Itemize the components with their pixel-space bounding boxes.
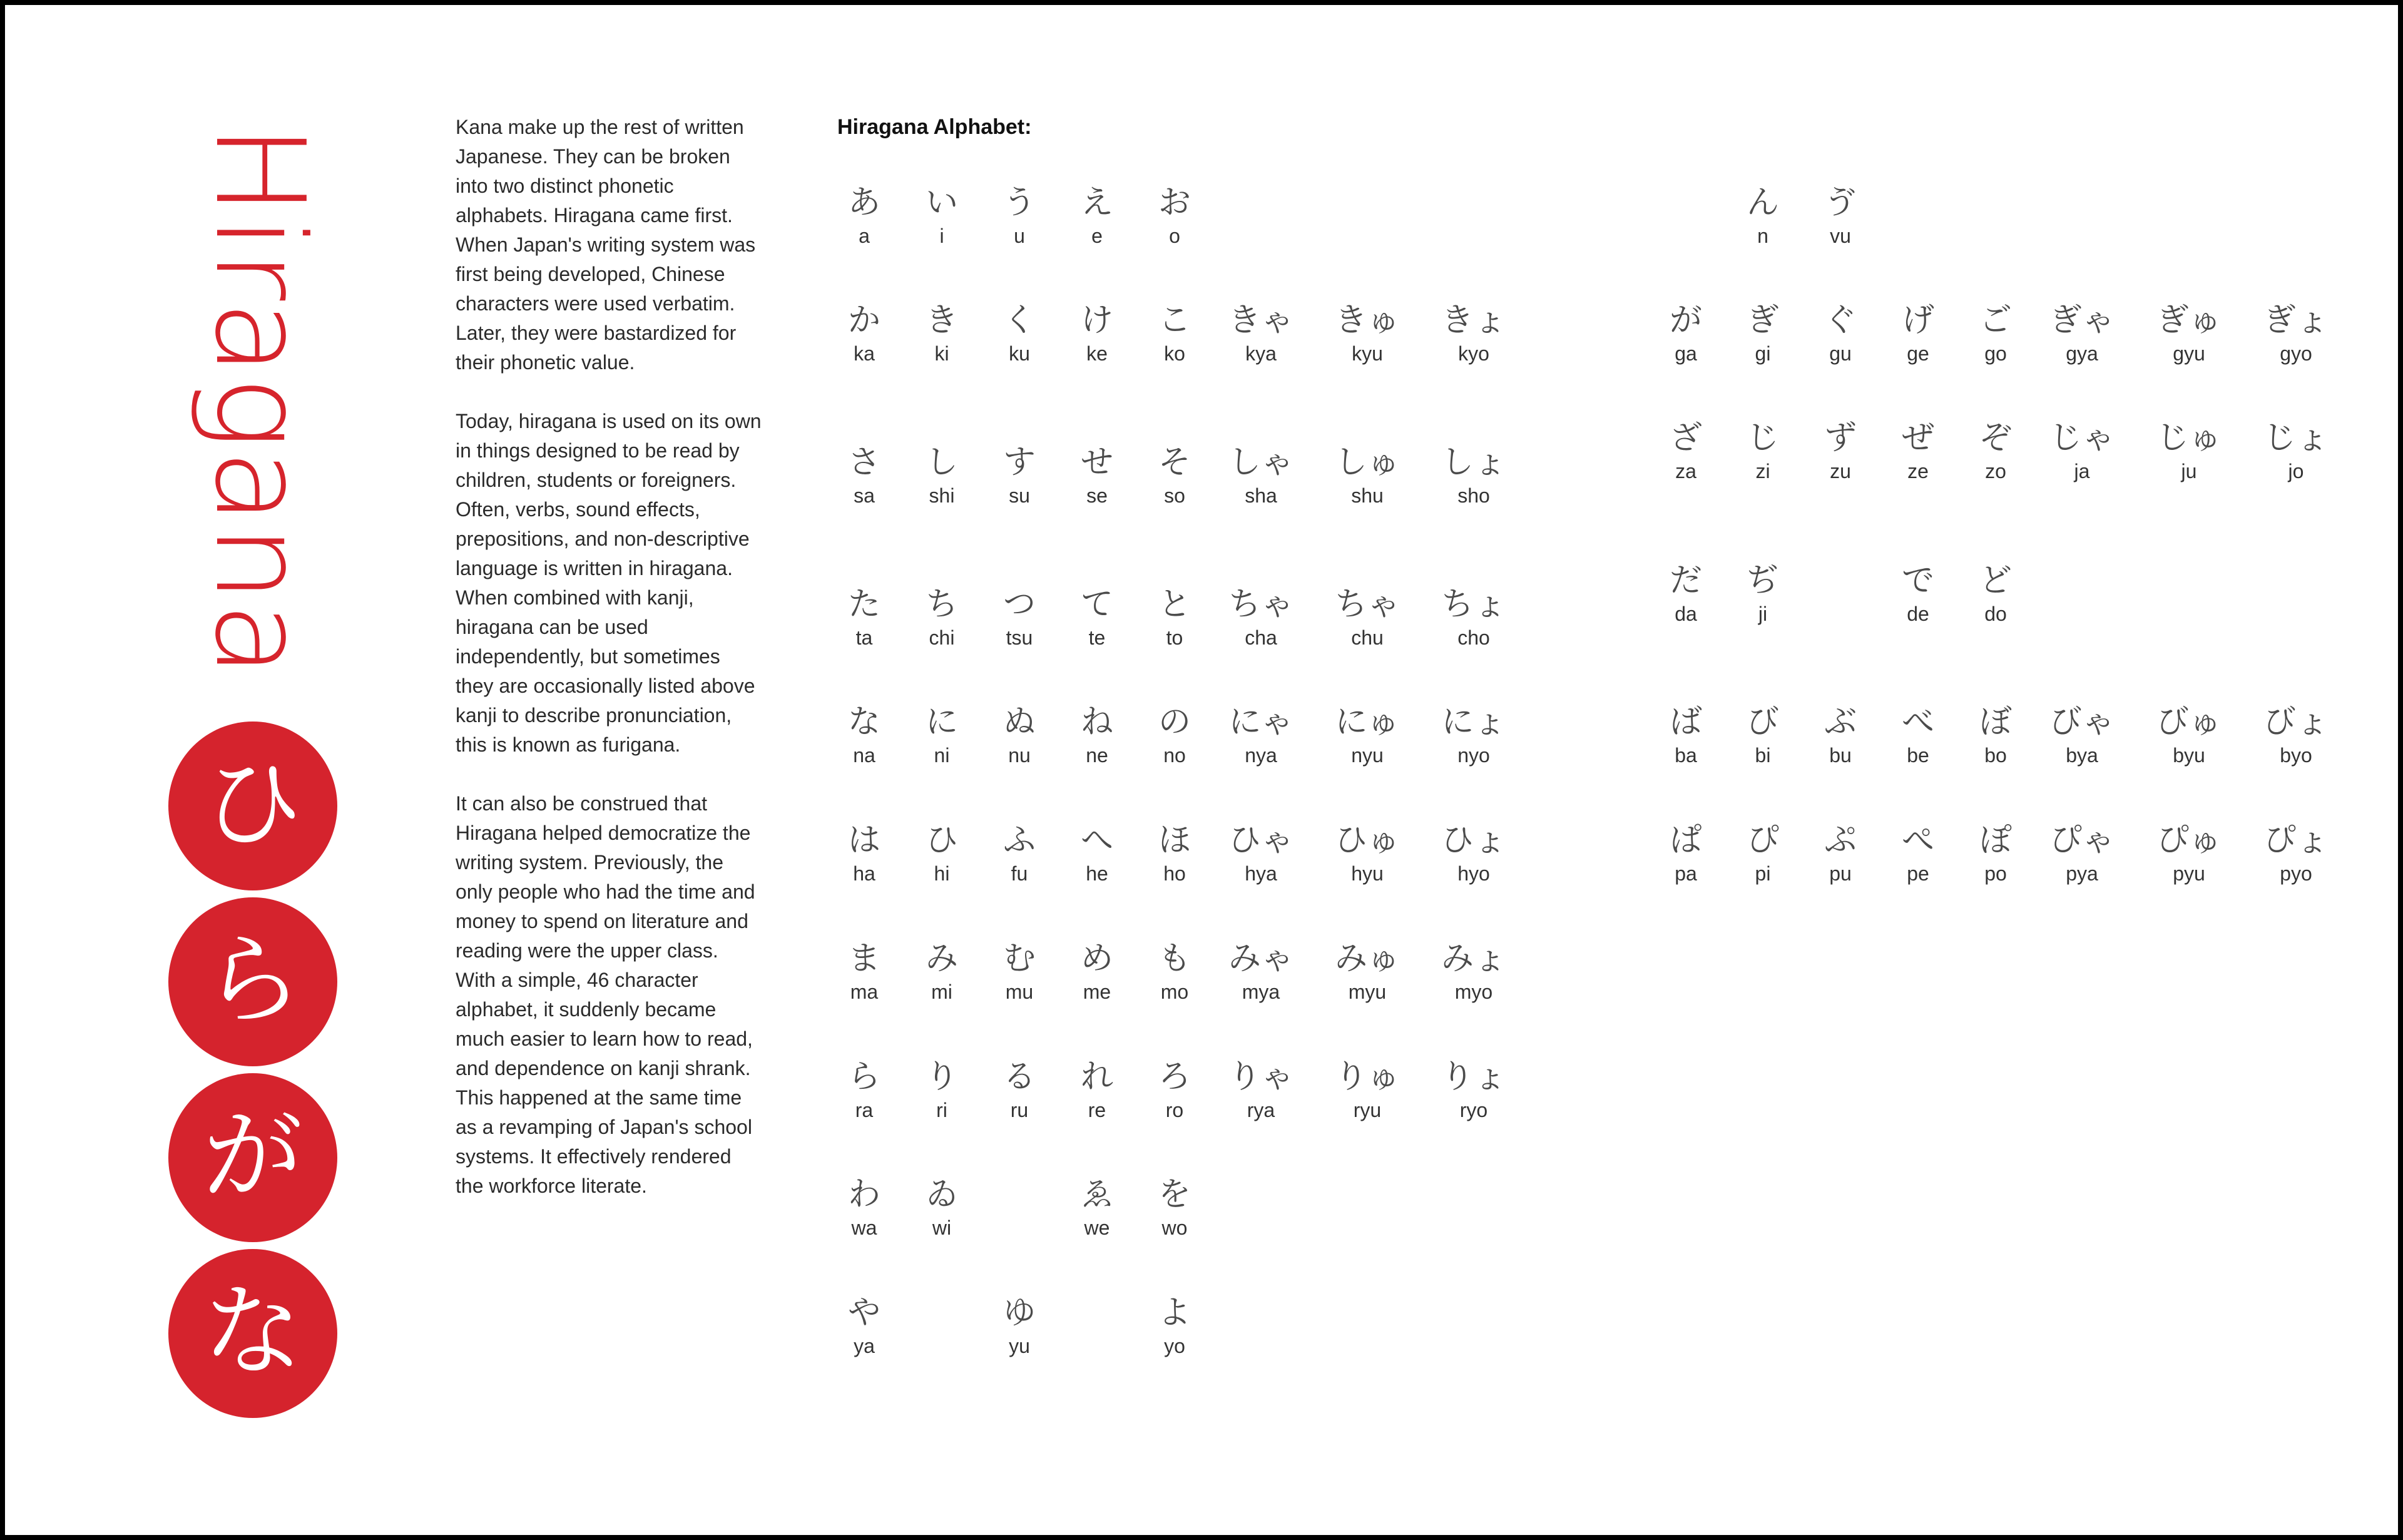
kana-char: ぞ — [1979, 419, 2012, 457]
romaji-label: gyo — [2280, 342, 2312, 365]
kana-char: ほ — [1158, 822, 1191, 859]
kana-char: す — [1003, 444, 1036, 481]
kana-char: ぱ — [1669, 822, 1702, 859]
kana-char: しゃ — [1228, 444, 1293, 481]
kana-cell — [2249, 821, 2343, 886]
romaji-label: ta — [855, 626, 873, 649]
romaji-label: a — [859, 225, 870, 247]
romaji-label: ma — [850, 981, 879, 1003]
romaji-label: na — [853, 744, 875, 767]
kana-char: を — [1158, 1176, 1191, 1213]
romaji-label: cho — [1457, 626, 1490, 649]
kana-char: ぜ — [1901, 419, 1934, 457]
romaji-label: bya — [2066, 744, 2098, 767]
romaji-label: n — [1757, 225, 1768, 247]
romaji-label: bo — [1984, 744, 2007, 767]
kana-cell — [1427, 585, 1521, 650]
romaji-label: pe — [1907, 862, 1929, 885]
title-circle-hi — [168, 722, 337, 890]
kana-char: つ — [1003, 586, 1036, 623]
kana-cell — [1949, 301, 2043, 366]
romaji-label: wo — [1161, 1216, 1188, 1239]
romaji-label: re — [1088, 1099, 1106, 1121]
romaji-label: ja — [2074, 460, 2090, 482]
kana-cell — [972, 1293, 1066, 1359]
kana-char: びゃ — [2049, 703, 2115, 741]
circle-char: な — [202, 1273, 303, 1390]
kana-char: ゑ — [1080, 1176, 1113, 1213]
kana-char: は — [847, 822, 880, 859]
kana-char: お — [1158, 184, 1191, 222]
romaji-label: mi — [931, 981, 952, 1003]
romaji-label: go — [1984, 342, 2007, 365]
romaji-label: ji — [1758, 603, 1768, 625]
title-circle-ra — [168, 897, 337, 1066]
kana-char: こ — [1158, 302, 1191, 339]
kana-char: ご — [1979, 302, 2012, 339]
romaji-label: sa — [854, 484, 875, 507]
kana-cell — [1320, 585, 1414, 650]
romaji-label: mu — [1005, 981, 1034, 1003]
kana-cell — [1716, 561, 1810, 626]
kana-char: い — [925, 184, 958, 222]
romaji-label: fu — [1011, 862, 1028, 885]
romaji-label: gu — [1829, 342, 1852, 365]
kana-char: ゆ — [1003, 1294, 1036, 1332]
kana-char: ず — [1824, 419, 1857, 457]
kana-char: ひ — [925, 822, 958, 859]
romaji-label: zu — [1830, 460, 1851, 482]
kana-cell — [2142, 821, 2236, 886]
kana-char: ぴょ — [2263, 822, 2329, 859]
romaji-label: byu — [2173, 744, 2205, 767]
kana-cell — [2142, 419, 2236, 484]
romaji-label: su — [1009, 484, 1030, 507]
kana-cell — [2035, 419, 2129, 484]
kana-char: ぶ — [1824, 703, 1857, 741]
kana-char: も — [1158, 940, 1191, 977]
kana-char: く — [1003, 302, 1036, 339]
kana-char: にゃ — [1228, 703, 1293, 741]
circle-char: ら — [202, 921, 303, 1038]
kana-char: そ — [1158, 444, 1191, 481]
kana-cell — [1793, 183, 1887, 248]
kana-cell — [1949, 821, 2043, 886]
kana-char: ぬ — [1003, 703, 1036, 741]
romaji-label: yu — [1009, 1335, 1030, 1357]
kana-cell — [1427, 1058, 1521, 1123]
romaji-label: hyu — [1351, 862, 1384, 885]
romaji-label: ryo — [1459, 1099, 1488, 1121]
kana-char: ゔ — [1824, 184, 1857, 222]
kana-cell — [2142, 703, 2236, 768]
romaji-label: do — [1984, 603, 2007, 625]
romaji-label: shu — [1351, 484, 1384, 507]
romaji-label: i — [939, 225, 944, 247]
intro-paragraph: Kana make up the rest of written Japanese. They can be broken into two distinct phonetic alphabets. Hiragana came first. When Japan's writing system was first being developed, Chinese characters were used verbatim. Later, they were bastardized for their phonetic value. — [456, 116, 756, 374]
kana-char: ぷ — [1824, 822, 1857, 859]
kana-char: が — [1669, 302, 1702, 339]
kana-char: た — [847, 586, 880, 623]
kana-cell — [1214, 703, 1308, 768]
kana-cell — [1128, 585, 1222, 650]
romaji-label: vu — [1830, 225, 1851, 247]
kana-char: ち — [925, 586, 958, 623]
kana-char: ちゃ — [1334, 586, 1400, 623]
kana-char: え — [1080, 184, 1113, 222]
circle-char: が — [202, 1097, 303, 1214]
kana-char: みゅ — [1334, 940, 1400, 977]
romaji-label: kya — [1245, 342, 1277, 365]
romaji-label: shi — [929, 484, 955, 507]
kana-char: ろ — [1158, 1058, 1191, 1096]
intro-paragraph: It can also be construed that Hiragana helped democratize the writing system. Previously, the only people who had the time and money to spend on literature and reading were the upper class. With a simple, 46 character alphabet, it suddenly became much easier to learn how to read, and dependence on kanji shrank. This happened at the same time as a revamping of Japan's school systems. It effectively rendered the workforce literate. — [456, 792, 755, 1197]
romaji-label: nya — [1245, 744, 1277, 767]
romaji-label: hyo — [1457, 862, 1490, 885]
romaji-label: ne — [1086, 744, 1108, 767]
romaji-label: o — [1169, 225, 1180, 247]
romaji-label: be — [1907, 744, 1929, 767]
kana-cell — [1128, 821, 1222, 886]
kana-cell — [1320, 301, 1414, 366]
kana-cell — [1214, 939, 1308, 1004]
kana-char: に — [925, 703, 958, 741]
kana-char: な — [847, 703, 880, 741]
kana-char: ちょ — [1441, 586, 1506, 623]
romaji-label: gya — [2066, 342, 2098, 365]
kana-cell — [1128, 1058, 1222, 1123]
romaji-label: mya — [1242, 981, 1280, 1003]
kana-cell — [1214, 301, 1308, 366]
kana-char: け — [1080, 302, 1113, 339]
romaji-label: hya — [1245, 862, 1277, 885]
romaji-label: yo — [1164, 1335, 1185, 1357]
romaji-label: wa — [851, 1216, 877, 1239]
romaji-label: ha — [853, 862, 875, 885]
kana-cell — [1128, 1293, 1222, 1359]
kana-cell — [895, 1175, 989, 1240]
kana-char: じ — [1746, 419, 1779, 457]
kana-char: で — [1901, 562, 1934, 599]
kana-char: ぴ — [1746, 822, 1779, 859]
romaji-label: pu — [1829, 862, 1852, 885]
kana-cell — [1949, 419, 2043, 484]
kana-char: ね — [1080, 703, 1113, 741]
romaji-label: bi — [1755, 744, 1771, 767]
kana-char: べ — [1901, 703, 1934, 741]
kana-char: ざ — [1669, 419, 1702, 457]
kana-char: び — [1746, 703, 1779, 741]
kana-cell — [1320, 1058, 1414, 1123]
kana-cell — [817, 1293, 911, 1359]
kana-char: の — [1158, 703, 1191, 741]
kana-char: びゅ — [2156, 703, 2222, 741]
kana-char: ひゅ — [1334, 822, 1400, 859]
romaji-label: kyu — [1352, 342, 1383, 365]
romaji-label: ru — [1010, 1099, 1029, 1121]
romaji-label: ze — [1907, 460, 1929, 482]
kana-char: さ — [847, 444, 880, 481]
kana-char: ふ — [1003, 822, 1036, 859]
romaji-label: zi — [1755, 460, 1770, 482]
kana-char: りゃ — [1228, 1058, 1293, 1096]
kana-char: き — [925, 302, 958, 339]
kana-char: や — [847, 1294, 880, 1332]
romaji-label: ko — [1164, 342, 1185, 365]
kana-char: ゐ — [925, 1176, 958, 1213]
title-circle-na — [168, 1249, 337, 1418]
kana-char: ぺ — [1901, 822, 1934, 859]
romaji-label: ro — [1165, 1099, 1184, 1121]
kana-char: ぎゃ — [2049, 302, 2115, 339]
kana-char: れ — [1080, 1058, 1113, 1096]
kana-cell — [1427, 821, 1521, 886]
romaji-label: we — [1084, 1216, 1110, 1239]
kana-char: ぢ — [1746, 562, 1779, 599]
kana-char: ぽ — [1979, 822, 2012, 859]
romaji-label: ryu — [1353, 1099, 1382, 1121]
kana-char: ぴゅ — [2156, 822, 2222, 859]
kana-char: ぎゅ — [2156, 302, 2222, 339]
kana-char: げ — [1901, 302, 1934, 339]
kana-char: ひゃ — [1228, 822, 1293, 859]
kana-cell — [1128, 939, 1222, 1004]
kana-char: ら — [847, 1058, 880, 1096]
romaji-label: ju — [2181, 460, 2197, 482]
kana-char: め — [1080, 940, 1113, 977]
romaji-label: he — [1086, 862, 1108, 885]
romaji-label: bu — [1829, 744, 1852, 767]
romaji-label: te — [1088, 626, 1106, 649]
romaji-label: de — [1907, 603, 1929, 625]
kana-cell — [1214, 443, 1308, 508]
kana-char: きゃ — [1228, 302, 1293, 339]
kana-cell — [1320, 443, 1414, 508]
kana-char: て — [1080, 586, 1113, 623]
romaji-label: se — [1086, 484, 1108, 507]
romaji-label: ya — [854, 1335, 875, 1357]
kana-char: りょ — [1441, 1058, 1506, 1096]
kana-char: みゃ — [1228, 940, 1293, 977]
romaji-label: zo — [1985, 460, 2006, 482]
romaji-label: pyo — [2280, 862, 2312, 885]
kana-char: み — [925, 940, 958, 977]
kana-cell — [2249, 703, 2343, 768]
kana-cell — [2035, 301, 2129, 366]
kana-char: う — [1003, 184, 1036, 222]
romaji-label: ku — [1009, 342, 1030, 365]
romaji-label: myo — [1454, 981, 1493, 1003]
kana-cell — [2035, 703, 2129, 768]
kana-cell — [1427, 703, 1521, 768]
vertical-title: Hiragana — [188, 124, 330, 678]
romaji-label: tsu — [1006, 626, 1033, 649]
kana-char: りゅ — [1334, 1058, 1400, 1096]
kana-char: じゅ — [2156, 419, 2222, 457]
romaji-label: nu — [1008, 744, 1031, 767]
kana-char: ん — [1746, 184, 1779, 222]
kana-char: ぼ — [1979, 703, 2012, 741]
kana-char: しゅ — [1334, 444, 1400, 481]
kana-cell — [1128, 703, 1222, 768]
romaji-label: no — [1163, 744, 1186, 767]
kana-char: ど — [1979, 562, 2012, 599]
kana-char: せ — [1080, 444, 1113, 481]
romaji-label: ga — [1675, 342, 1697, 365]
kana-cell — [1427, 443, 1521, 508]
romaji-label: sho — [1457, 484, 1490, 507]
romaji-label: pya — [2066, 862, 2098, 885]
kana-char: じゃ — [2049, 419, 2115, 457]
kana-cell — [1320, 821, 1414, 886]
kana-char: だ — [1669, 562, 1702, 599]
romaji-label: kyo — [1458, 342, 1489, 365]
kana-cell — [1214, 821, 1308, 886]
kana-char: ぴゃ — [2049, 822, 2115, 859]
kana-char: る — [1003, 1058, 1036, 1096]
kana-char: ぎょ — [2263, 302, 2329, 339]
romaji-label: chu — [1351, 626, 1384, 649]
romaji-label: ba — [1675, 744, 1697, 767]
kana-char: きゅ — [1334, 302, 1400, 339]
kana-cell — [1427, 301, 1521, 366]
romaji-label: sha — [1245, 484, 1277, 507]
kana-char: よ — [1158, 1294, 1191, 1332]
kana-char: ま — [847, 940, 880, 977]
romaji-label: gi — [1755, 342, 1771, 365]
kana-char: ば — [1669, 703, 1702, 741]
kana-char: びょ — [2263, 703, 2329, 741]
romaji-label: wi — [932, 1216, 952, 1239]
kana-cell — [2249, 301, 2343, 366]
kana-char: わ — [847, 1176, 880, 1213]
title-circle-ga — [168, 1073, 337, 1242]
chart-title: Hiragana Alphabet: — [837, 115, 1032, 139]
kana-char: り — [925, 1058, 958, 1096]
kana-char: あ — [847, 184, 880, 222]
romaji-label: cha — [1245, 626, 1277, 649]
kana-cell — [1214, 1058, 1308, 1123]
kana-char: む — [1003, 940, 1036, 977]
kana-char: ぐ — [1824, 302, 1857, 339]
kana-cell — [1128, 443, 1222, 508]
intro-text — [456, 113, 762, 1230]
kana-cell — [1427, 939, 1521, 1004]
romaji-label: za — [1675, 460, 1696, 482]
romaji-label: rya — [1247, 1099, 1275, 1121]
romaji-label: u — [1014, 225, 1025, 247]
kana-char: へ — [1080, 822, 1113, 859]
kana-char: みょ — [1441, 940, 1506, 977]
kana-char: じょ — [2263, 419, 2329, 457]
romaji-label: myu — [1348, 981, 1387, 1003]
romaji-label: da — [1675, 603, 1697, 625]
romaji-label: ki — [934, 342, 949, 365]
kana-char: しょ — [1441, 444, 1506, 481]
kana-cell — [2142, 301, 2236, 366]
romaji-label: ra — [855, 1099, 874, 1121]
romaji-label: ke — [1086, 342, 1108, 365]
romaji-label: e — [1091, 225, 1103, 247]
romaji-label: ho — [1163, 862, 1186, 885]
romaji-label: pyu — [2173, 862, 2205, 885]
kana-cell — [1214, 585, 1308, 650]
kana-cell — [1949, 561, 2043, 626]
kana-cell — [1128, 1175, 1222, 1240]
romaji-label: ni — [934, 744, 950, 767]
kana-char: ぎ — [1746, 302, 1779, 339]
romaji-label: po — [1984, 862, 2007, 885]
kana-cell — [1128, 183, 1222, 248]
romaji-label: to — [1166, 626, 1183, 649]
kana-char: と — [1158, 586, 1191, 623]
kana-cell — [1949, 703, 2043, 768]
kana-char: にょ — [1441, 703, 1506, 741]
kana-char: ひょ — [1441, 822, 1506, 859]
romaji-label: byo — [2280, 744, 2312, 767]
romaji-label: ka — [854, 342, 875, 365]
romaji-label: gyu — [2173, 342, 2205, 365]
romaji-label: pi — [1755, 862, 1771, 885]
kana-char: ちゃ — [1228, 586, 1293, 623]
romaji-label: mo — [1160, 981, 1189, 1003]
circle-char: ひ — [202, 745, 303, 862]
romaji-label: so — [1164, 484, 1185, 507]
kana-cell — [2035, 821, 2129, 886]
romaji-label: hi — [934, 862, 950, 885]
kana-cell — [2249, 419, 2343, 484]
romaji-label: me — [1083, 981, 1111, 1003]
kana-cell — [1320, 939, 1414, 1004]
romaji-label: ge — [1907, 342, 1929, 365]
romaji-label: pa — [1675, 862, 1697, 885]
kana-char: か — [847, 302, 880, 339]
kana-cell — [1128, 301, 1222, 366]
romaji-label: ri — [936, 1099, 947, 1121]
kana-char: し — [925, 444, 958, 481]
romaji-label: chi — [929, 626, 955, 649]
romaji-label: jo — [2288, 460, 2304, 482]
kana-cell — [1320, 703, 1414, 768]
kana-char: きょ — [1441, 302, 1506, 339]
romaji-label: nyu — [1351, 744, 1384, 767]
kana-char: にゅ — [1335, 703, 1400, 741]
intro-paragraph: Today, hiragana is used on its own in things designed to be read by children, students or foreigners. Often, verbs, sound effects, prepositions, and non-descriptive language is written in hiragana. When combined with kanji, hiragana can be used independently, but sometimes they are occasionally listed above kanji to describe pronunciation, this is known as furigana. — [456, 410, 762, 756]
romaji-label: nyo — [1457, 744, 1490, 767]
